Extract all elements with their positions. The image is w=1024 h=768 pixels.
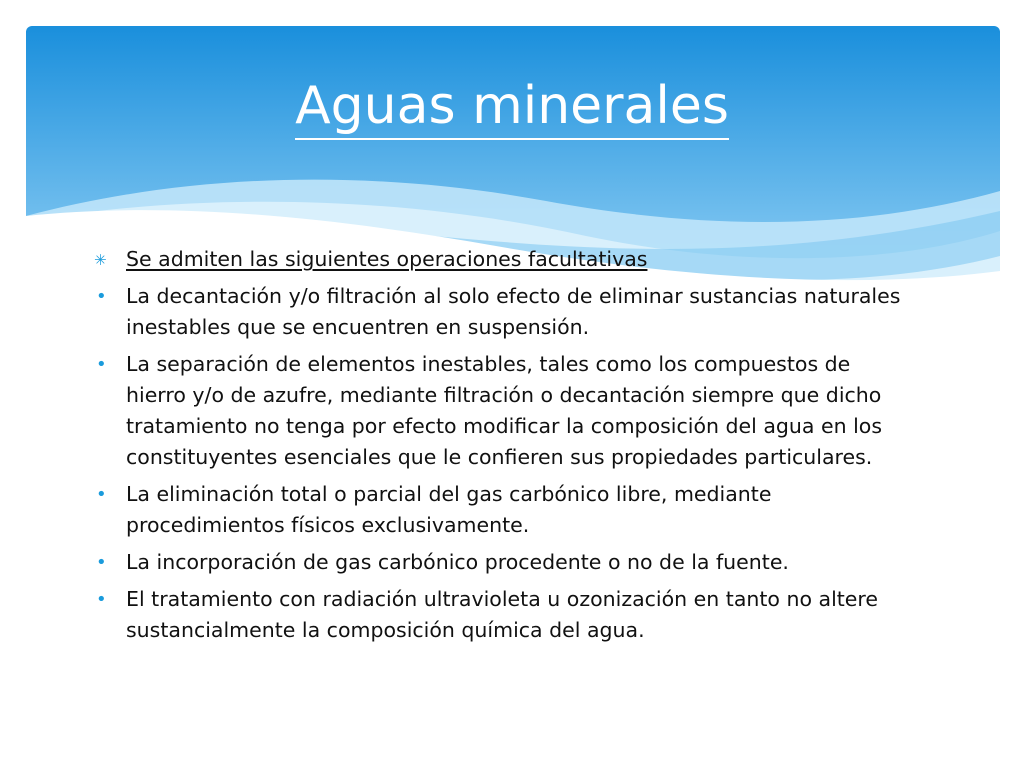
list-item-text: El tratamiento con radiación ultravioleta u ozonización en tanto no altere sustancialmente la composición química del agua. (126, 587, 879, 642)
bullet-icon: • (96, 552, 107, 573)
list-item-text: La decantación y/o filtración al solo efecto de eliminar sustancias naturales inestables que se encuentren en suspensión. (126, 284, 901, 339)
list-item (92, 281, 912, 343)
asterisk-bullet-icon: ✳ (94, 251, 107, 269)
list-item (92, 349, 912, 473)
list-item-text: La incorporación de gas carbónico procedente o no de la fuente. (126, 550, 789, 574)
list-item-text: La separación de elementos inestables, tales como los compuestos de hierro y/o de azufre, mediante filtración o decantación siempre que dicho tratamiento no tenga por efecto modificar la composición del agua en los constituyentes esenciales que le confieren sus propiedades particulares. (126, 352, 883, 469)
slide-title (0, 76, 1024, 136)
bullet-icon: • (96, 589, 107, 610)
slide-title-text: Aguas minerales (295, 76, 729, 140)
list-item (92, 547, 912, 578)
bullet-icon: • (96, 286, 107, 307)
list-item (92, 244, 912, 275)
list-item-text: La eliminación total o parcial del gas carbónico libre, mediante procedimientos físicos exclusivamente. (126, 482, 772, 537)
list-item (92, 584, 912, 646)
bullet-list (92, 244, 912, 652)
bullet-icon: • (96, 484, 107, 505)
bullet-icon: • (96, 354, 107, 375)
list-item (92, 479, 912, 541)
list-item-text: Se admiten las siguientes operaciones facultativas (126, 247, 648, 271)
